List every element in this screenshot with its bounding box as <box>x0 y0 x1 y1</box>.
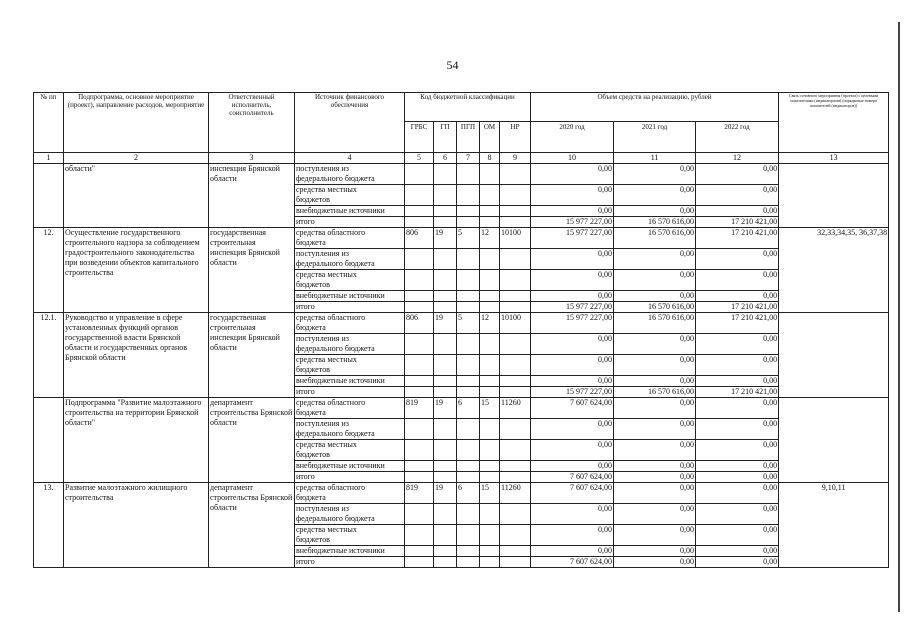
source-local: средства местных бюджетов <box>295 525 405 546</box>
column-number: 3 <box>209 153 295 164</box>
value-2022: 0,00 <box>696 270 779 291</box>
value-2022: 0,00 <box>696 334 779 355</box>
header-executor: Ответственный исполнитель, соисполнитель <box>209 93 295 153</box>
value-2022: 0,00 <box>696 206 779 217</box>
code-pgp: 6 <box>457 398 480 419</box>
page-number: 54 <box>446 58 459 72</box>
header-code-grbs: ГРБС <box>405 122 434 153</box>
source-offbudget: внебюджетные источники <box>295 206 405 217</box>
header-year-2021: 2021 год <box>614 122 696 153</box>
source-regional: средства областного бюджета <box>295 313 405 334</box>
value-2021: 0,00 <box>614 355 696 376</box>
code-nr: 11260 <box>500 483 531 504</box>
value-2020: 15 977 227,00 <box>531 313 614 334</box>
code-gp: 19 <box>434 313 457 334</box>
table-row <box>34 228 889 249</box>
value-2020: 15 977 227,00 <box>531 387 614 398</box>
value-2021: 0,00 <box>614 206 696 217</box>
source-offbudget: внебюджетные источники <box>295 461 405 472</box>
value-2020: 7 607 624,00 <box>531 557 614 568</box>
value-2021: 0,00 <box>614 185 696 206</box>
value-2021: 16 570 616,00 <box>614 228 696 249</box>
value-2022: 0,00 <box>696 398 779 419</box>
header-indicators: Связь основного мероприятия (проекта) с целевыми показателями (индикаторами) (порядковые номера показателей (индикаторов)) <box>779 93 889 153</box>
code-grbs: 819 <box>405 483 434 504</box>
value-2020: 7 607 624,00 <box>531 398 614 419</box>
value-2022: 0,00 <box>696 355 779 376</box>
source-federal: поступления из федерального бюджета <box>295 419 405 440</box>
source-local: средства местных бюджетов <box>295 440 405 461</box>
value-2021: 0,00 <box>614 334 696 355</box>
source-offbudget: внебюджетные источники <box>295 376 405 387</box>
header-code-om: ОМ <box>480 122 500 153</box>
value-2022: 0,00 <box>696 440 779 461</box>
value-2022: 0,00 <box>696 483 779 504</box>
code-gp: 19 <box>434 398 457 419</box>
code-pgp: 5 <box>457 313 480 334</box>
table-row <box>34 483 889 504</box>
value-2021: 0,00 <box>614 525 696 546</box>
source-offbudget: внебюджетные источники <box>295 546 405 557</box>
code-pgp: 5 <box>457 228 480 249</box>
source-regional: средства областного бюджета <box>295 483 405 504</box>
value-2022: 0,00 <box>696 525 779 546</box>
column-number: 6 <box>434 153 457 164</box>
value-2022: 0,00 <box>696 249 779 270</box>
column-number: 2 <box>64 153 209 164</box>
source-offbudget: внебюджетные источники <box>295 291 405 302</box>
column-number: 9 <box>500 153 531 164</box>
column-number: 12 <box>696 153 779 164</box>
column-numbers-row <box>34 153 889 164</box>
value-2022: 0,00 <box>696 164 779 185</box>
value-2021: 16 570 616,00 <box>614 313 696 334</box>
table-row <box>34 164 889 185</box>
value-2021: 0,00 <box>614 270 696 291</box>
row-number <box>34 164 64 228</box>
right-border-line <box>898 22 900 612</box>
value-2022: 0,00 <box>696 504 779 525</box>
code-grbs: 806 <box>405 228 434 249</box>
source-local: средства местных бюджетов <box>295 185 405 206</box>
value-2021: 0,00 <box>614 164 696 185</box>
column-number: 4 <box>295 153 405 164</box>
header-code-gp: ГП <box>434 122 457 153</box>
value-2020: 0,00 <box>531 249 614 270</box>
value-2022: 0,00 <box>696 472 779 483</box>
indicator-links <box>779 313 889 398</box>
column-number: 11 <box>614 153 696 164</box>
value-2021: 16 570 616,00 <box>614 387 696 398</box>
value-2022: 17 210 421,00 <box>696 302 779 313</box>
source-federal: поступления из федерального бюджета <box>295 504 405 525</box>
source-total: итого <box>295 302 405 313</box>
source-total: итого <box>295 557 405 568</box>
code-nr: 10100 <box>500 313 531 334</box>
code-om: 12 <box>480 228 500 249</box>
row-number: 12.1. <box>34 313 64 398</box>
value-2020: 0,00 <box>531 440 614 461</box>
column-number: 13 <box>779 153 889 164</box>
value-2021: 16 570 616,00 <box>614 217 696 228</box>
source-total: итого <box>295 387 405 398</box>
value-2022: 17 210 421,00 <box>696 228 779 249</box>
column-number: 8 <box>480 153 500 164</box>
executor: государственная строительная инспекция Брянской области <box>209 313 295 398</box>
source-total: итого <box>295 472 405 483</box>
value-2020: 15 977 227,00 <box>531 217 614 228</box>
row-number: 12. <box>34 228 64 313</box>
column-number: 10 <box>531 153 614 164</box>
value-2021: 0,00 <box>614 376 696 387</box>
value-2020: 0,00 <box>531 504 614 525</box>
code-nr: 11260 <box>500 398 531 419</box>
value-2020: 0,00 <box>531 525 614 546</box>
program-name: Руководство и управление в сфере установленных функций органов государственной власти Брянской области и государственных органов Брянской области <box>64 313 209 398</box>
code-om: 12 <box>480 313 500 334</box>
code-grbs: 819 <box>405 398 434 419</box>
source-federal: поступления из федерального бюджета <box>295 164 405 185</box>
program-name: Подпрограмма "Развитие малоэтажного строительства на территории Брянской области" <box>64 398 209 483</box>
value-2020: 0,00 <box>531 546 614 557</box>
source-total: итого <box>295 217 405 228</box>
value-2022: 0,00 <box>696 557 779 568</box>
header-code-nr: НР <box>500 122 531 153</box>
executor: департамент строительства Брянской области <box>209 398 295 483</box>
source-regional: средства областного бюджета <box>295 228 405 249</box>
table-row <box>34 313 889 334</box>
value-2020: 15 977 227,00 <box>531 302 614 313</box>
value-2020: 0,00 <box>531 376 614 387</box>
source-local: средства местных бюджетов <box>295 270 405 291</box>
value-2020: 0,00 <box>531 206 614 217</box>
value-2020: 0,00 <box>531 291 614 302</box>
value-2021: 0,00 <box>614 557 696 568</box>
value-2021: 0,00 <box>614 419 696 440</box>
value-2020: 0,00 <box>531 334 614 355</box>
header-source: Источник финансового обеспечения <box>295 93 405 153</box>
indicator-links <box>779 398 889 483</box>
header-volume: Объем средств на реализацию, рублей <box>531 93 779 122</box>
table-row <box>34 398 889 419</box>
header-code-pgp: ПГП <box>457 122 480 153</box>
value-2021: 0,00 <box>614 398 696 419</box>
value-2021: 0,00 <box>614 461 696 472</box>
row-number <box>34 398 64 483</box>
program-name: Развитие малоэтажного жилищного строительства <box>64 483 209 568</box>
value-2020: 7 607 624,00 <box>531 483 614 504</box>
value-2022: 0,00 <box>696 291 779 302</box>
column-number: 7 <box>457 153 480 164</box>
code-grbs: 806 <box>405 313 434 334</box>
code-pgp: 6 <box>457 483 480 504</box>
value-2022: 0,00 <box>696 546 779 557</box>
indicator-links: 32,33,34,35, 36,37,38 <box>779 228 889 313</box>
value-2021: 0,00 <box>614 472 696 483</box>
value-2021: 0,00 <box>614 249 696 270</box>
column-number: 1 <box>34 153 64 164</box>
executor: инспекция Брянской области <box>209 164 295 228</box>
value-2022: 0,00 <box>696 461 779 472</box>
program-name: области" <box>64 164 209 228</box>
value-2020: 0,00 <box>531 164 614 185</box>
executor: департамент строительства Брянской области <box>209 483 295 568</box>
value-2021: 0,00 <box>614 546 696 557</box>
code-om: 15 <box>480 483 500 504</box>
code-nr: 10100 <box>500 228 531 249</box>
value-2022: 17 210 421,00 <box>696 313 779 334</box>
code-om: 15 <box>480 398 500 419</box>
table-body <box>34 164 889 568</box>
value-2020: 0,00 <box>531 270 614 291</box>
value-2021: 0,00 <box>614 440 696 461</box>
value-2022: 17 210 421,00 <box>696 217 779 228</box>
value-2021: 0,00 <box>614 291 696 302</box>
value-2020: 0,00 <box>531 419 614 440</box>
budget-table <box>33 92 889 568</box>
value-2020: 15 977 227,00 <box>531 228 614 249</box>
indicator-links: 9,10,11 <box>779 483 889 568</box>
source-regional: средства областного бюджета <box>295 398 405 419</box>
source-federal: поступления из федерального бюджета <box>295 334 405 355</box>
code-gp: 19 <box>434 483 457 504</box>
header-year-2022: 2022 год <box>696 122 779 153</box>
source-federal: поступления из федерального бюджета <box>295 249 405 270</box>
value-2021: 0,00 <box>614 483 696 504</box>
program-name: Осуществление государственного строительного надзора за соблюдением градостроительного законодательства при возведении объектов капитального строительства <box>64 228 209 313</box>
value-2021: 16 570 616,00 <box>614 302 696 313</box>
column-number: 5 <box>405 153 434 164</box>
value-2020: 7 607 624,00 <box>531 472 614 483</box>
value-2022: 0,00 <box>696 419 779 440</box>
value-2020: 0,00 <box>531 355 614 376</box>
source-local: средства местных бюджетов <box>295 355 405 376</box>
header-program: Подпрограмма, основное мероприятие (проект), направление расходов, мероприятие <box>64 93 209 153</box>
executor: государственная строительная инспекция Брянской области <box>209 228 295 313</box>
value-2021: 0,00 <box>614 504 696 525</box>
value-2022: 0,00 <box>696 376 779 387</box>
header-budget-codes: Код бюджетной классификации <box>405 93 531 122</box>
row-number: 13. <box>34 483 64 568</box>
value-2020: 0,00 <box>531 185 614 206</box>
header-year-2020: 2020 год <box>531 122 614 153</box>
header-number: № пп <box>34 93 64 153</box>
value-2022: 0,00 <box>696 185 779 206</box>
value-2020: 0,00 <box>531 461 614 472</box>
code-gp: 19 <box>434 228 457 249</box>
value-2022: 17 210 421,00 <box>696 387 779 398</box>
